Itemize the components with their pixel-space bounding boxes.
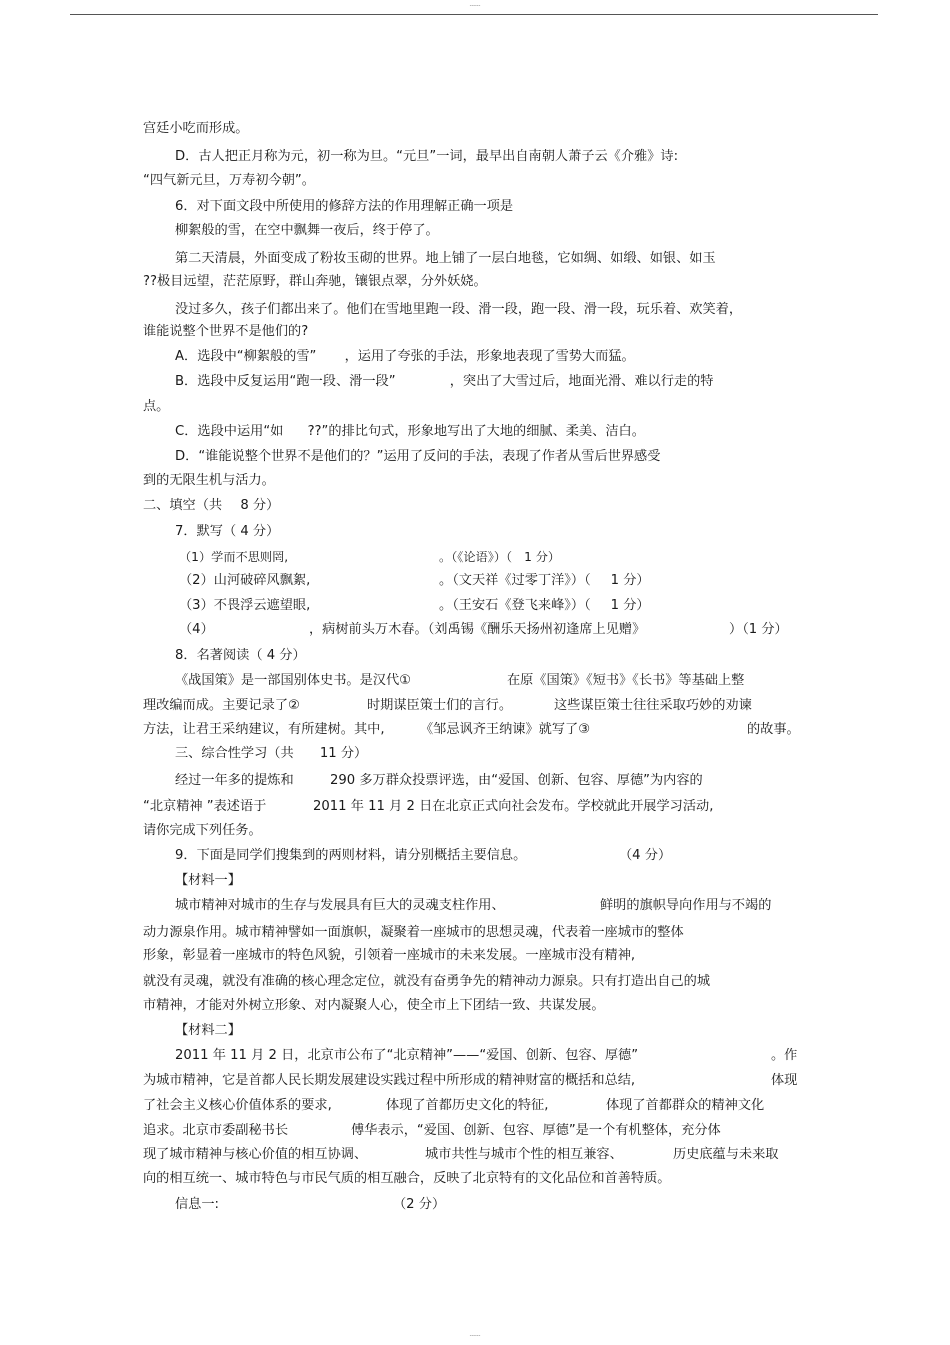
text-line: 宫廷小吃而形成。: [143, 121, 249, 136]
material-2-part-5: 了社会主义核心价值体系的要求,: [143, 1098, 332, 1113]
material-1-line: 就没有灵魂，就没有准确的核心理念定位，就没有奋勇争先的精神动力源泉。只有打造出自己的城: [143, 974, 711, 989]
recite-item-3-source: 。（王安石《登飞来峰》）（: [439, 598, 591, 613]
option-a-part-1: A．选段中“柳絮般的雪”: [175, 349, 317, 364]
book-reading-part-6: 方法，让君王采纳建议，有所建树。其中,: [143, 722, 385, 737]
book-reading-line: [143, 697, 752, 715]
section-3-title: 三、综合性学习（共: [175, 746, 294, 761]
option-a-part-2: ，运用了夸张的手法，形象地表现了雪势大而猛。: [344, 349, 635, 364]
option-d-line-1: D．古人把正月称为元，初一称为旦。“元旦”一词，最早出自南朝人萧子云《介雅》诗:: [175, 149, 679, 164]
option-d-2: D．“谁能说整个世界不是他们的？”运用了反问的手法，表现了作者从雪后世界感受: [175, 449, 661, 464]
question-9-text: 9．下面是同学们搜集到的两则材料，请分别概括主要信息。: [175, 848, 527, 863]
passage-line: 谁能说整个世界不是他们的?: [143, 324, 309, 339]
recite-item-3-score: 1 分）: [610, 598, 650, 613]
passage-line: ??极目远望，茫茫原野，群山奔驰，镶银点翠，分外妖娆。: [143, 274, 487, 289]
recite-item-1: [179, 548, 560, 566]
material-1-line: 形象，彰显着一座城市的特色风貌，引领着一座城市的未来发展。一座城市没有精神,: [143, 948, 636, 963]
material-2-part-7: 体现了首都群众的精神文化: [606, 1098, 765, 1113]
question-9-score: （4 分）: [619, 848, 672, 863]
recite-item-3: [179, 597, 650, 615]
recite-item-2-score: 1 分）: [610, 573, 650, 588]
option-b-part-1: B．选段中反复运用“跑一段、滑一段”: [175, 374, 396, 389]
recite-item-3-text: （3）不畏浮云遮望眼,: [179, 598, 311, 613]
book-reading-part-1: 《战国策》是一部国别体史书。是汉代①: [175, 673, 412, 688]
book-reading-part-2: 在原《国策》《短书》《长书》等基础上整: [507, 673, 745, 688]
book-reading-part-7: 《邹忌讽齐王纳谏》就写了③: [420, 722, 591, 737]
material-2-part-8: 追求。北京市委副秘书长: [143, 1123, 289, 1138]
section-2-score: 8 分）: [240, 498, 280, 513]
study-intro-part-4: 2011 年 11 月 2 日在北京正式向社会发布。学校就此开展学习活动,: [313, 799, 714, 814]
recite-item-1-score: 1 分）: [524, 550, 561, 564]
material-2-line: [143, 1072, 797, 1090]
material-2-part-4: 体现: [771, 1073, 798, 1088]
study-intro-part-3: “北京精神 ”表述语于: [143, 799, 267, 814]
page-footer-mark: -----: [469, 1332, 481, 1339]
passage-line: 柳絮般的雪，在空中飘舞一夜后，终于停了。: [175, 223, 439, 238]
material-2-part-1: 2011 年 11 月 2 日，北京市公布了“北京精神”——“爱国、创新、包容、厚德”: [175, 1048, 639, 1063]
recite-item-2-text: （2）山河破碎风飘絮,: [179, 573, 311, 588]
recite-item-2-source: 。（文天祥《过零丁洋》）（: [439, 573, 591, 588]
material-2-part-2: 。作: [771, 1048, 798, 1063]
book-reading-line: [143, 721, 800, 739]
section-2-title: 二、填空（共: [143, 498, 223, 513]
material-2-part-6: 体现了首都历史文化的特征,: [386, 1098, 549, 1113]
study-intro-line: [175, 772, 703, 790]
material-1-label: 【材料一】: [175, 873, 241, 888]
study-intro-part-2: 290 多万群众投票评选，由“爱国、创新、包容、厚德”为内容的: [330, 773, 703, 788]
recite-item-4: [179, 621, 788, 639]
material-2-part-11: 城市共性与城市个性的相互兼容、: [425, 1147, 623, 1162]
material-2-label: 【材料二】: [175, 1023, 241, 1038]
book-reading-part-8: 的故事。: [747, 722, 800, 737]
book-reading-part-4: 时期谋臣策士们的言行。: [367, 698, 513, 713]
recite-item-4-num: （4）: [179, 622, 214, 637]
book-reading-part-5: 这些谋臣策士往往采取巧妙的劝谏: [554, 698, 752, 713]
recite-item-4-score: ）（1 分）: [729, 622, 788, 637]
text-line: 点。: [143, 399, 170, 414]
material-2-line: [143, 1097, 764, 1115]
study-intro-part-1: 经过一年多的提炼和: [175, 773, 294, 788]
passage-line: 第二天清晨，外面变成了粉妆玉砌的世界。地上铺了一层白地毯，它如绸、如缎、如银、如玉: [175, 251, 716, 266]
material-2-line: 向的相互统一、城市特色与市民气质的相互融合，反映了北京特有的文化品位和首善特质。: [143, 1171, 671, 1186]
info-1-line: [175, 1196, 445, 1214]
material-2-part-10: 现了城市精神与核心价值的相互协调、: [143, 1147, 368, 1162]
study-intro-line: [143, 798, 713, 816]
material-1-line: 动力源泉作用。城市精神譬如一面旗帜，凝聚着一座城市的思想灵魂，代表着一座城市的整体: [143, 925, 684, 940]
material-2-part-9: 傅华表示，“爱国、创新、包容、厚德”是一个有机整体，充分体: [351, 1123, 721, 1138]
question-9: [175, 847, 671, 865]
material-1-line: 市精神，才能对外树立形象、对内凝聚人心，使全市上下团结一致、共谋发展。: [143, 998, 605, 1013]
material-1-part-2: 鲜明的旗帜导向作用与不竭的: [600, 898, 772, 913]
text-line: 请你完成下列任务。: [143, 823, 262, 838]
option-c-part-1: C．选段中运用“如: [175, 424, 284, 439]
section-heading-fill: [143, 497, 279, 515]
info-1-score: （2 分）: [393, 1197, 446, 1212]
section-heading-study: [175, 745, 367, 763]
material-2-line: [143, 1122, 721, 1140]
recite-item-4-text: ，病树前头万木春。（刘禹锡《酬乐天扬州初逢席上见赠》: [309, 622, 646, 637]
question-6: 6．对下面文段中所使用的修辞方法的作用理解正确一项是: [175, 199, 514, 214]
text-line: 到的无限生机与活力。: [143, 473, 275, 488]
recite-item-1-source: 。（《论语》）（: [439, 550, 513, 564]
option-a: [175, 348, 635, 366]
header-rule: [70, 14, 878, 15]
passage-line: 没过多久，孩子们都出来了。他们在雪地里跑一段、滑一段，跑一段、滑一段，玩乐着、欢笑着，: [175, 302, 743, 317]
question-8: 8．名著阅读（ 4 分）: [175, 648, 306, 663]
section-3-score: 11 分）: [319, 746, 368, 761]
question-7: 7．默写（ 4 分）: [175, 524, 280, 539]
recite-item-2: [179, 572, 650, 590]
page-header-mark: -----: [469, 2, 481, 9]
material-2-line: [175, 1047, 797, 1065]
option-c: [175, 423, 645, 441]
option-d-line-2: “四气新元旦，万寿初今朝”。: [143, 173, 315, 188]
material-2-part-12: 历史底蕴与未来取: [673, 1147, 779, 1162]
material-1-part-1: 城市精神对城市的生存与发展具有巨大的灵魂支柱作用、: [175, 898, 505, 913]
info-1-label: 信息一:: [175, 1197, 220, 1212]
option-c-part-2: ??”的排比句式，形象地写出了大地的细腻、柔美、洁白。: [307, 424, 645, 439]
recite-item-1-text: （1）学而不思则罔,: [179, 550, 289, 564]
material-1-line: [175, 897, 771, 915]
book-reading-part-3: 理改编而成。主要记录了②: [143, 698, 300, 713]
option-b-part-2: ，突出了大雪过后，地面光滑、难以行走的特: [449, 374, 714, 389]
material-2-part-3: 为城市精神，它是首都人民长期发展建设实践过程中所形成的精神财富的概括和总结,: [143, 1073, 636, 1088]
material-2-line: [143, 1146, 779, 1164]
option-b: [175, 373, 713, 391]
book-reading-line: [175, 672, 744, 690]
